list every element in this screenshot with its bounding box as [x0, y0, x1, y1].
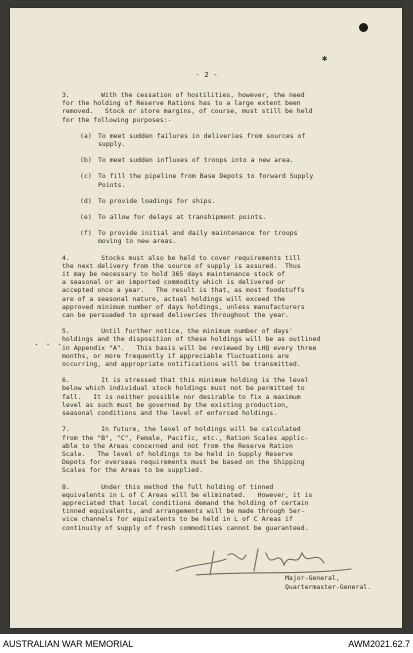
text-line: 4. Stocks must also be held to cover requirements till — [62, 253, 301, 262]
list-item-text — [98, 213, 365, 221]
text-line: appreciated that local conditions demand the holding of certain — [62, 498, 309, 507]
list-item-text — [98, 197, 365, 205]
list-item-text — [98, 132, 365, 148]
signatory-title: Quartermaster-General. — [285, 583, 372, 591]
document-body — [62, 91, 365, 540]
text-line: from the "B", "C", Female, Pacific, etc., Ration Scales applic- — [62, 433, 309, 442]
text-line: for the holding of Reserve Rations has to a large extent been — [62, 99, 301, 108]
text-line: Depots for overseas requirements must be based on the Shipping — [62, 458, 305, 467]
list-item-label: (d) — [80, 196, 92, 205]
text-line: removed. Stock or store margins, of course, must still be held — [62, 107, 313, 116]
list-item-label: (b) — [80, 156, 92, 165]
text-line: Points. — [98, 180, 126, 189]
purposes-list — [62, 132, 365, 246]
text-line: below which individual stock holdings must not be permitted to — [62, 384, 305, 393]
text-line: occurring, and appropriate notifications will be transmitted. — [62, 360, 301, 369]
list-item-text — [98, 156, 365, 164]
footer-institution: AUSTRALIAN WAR MEMORIAL — [3, 639, 134, 649]
text-line: are of a seasonal nature, actual holdings will exceed the — [62, 294, 286, 303]
archive-footer — [0, 634, 413, 653]
list-item-label: (f) — [80, 229, 92, 238]
page-number: - 2 - — [195, 70, 218, 79]
text-line: level as such must be governed by the existing production, — [62, 400, 289, 409]
text-line: Scales for the Areas to be supplied. — [62, 466, 203, 475]
text-line: To provide loadings for ships. — [98, 196, 216, 205]
text-line: in Appendix "A". This basis will be reviewed by LHQ every three — [62, 343, 317, 352]
paragraph-5 — [62, 327, 365, 368]
text-line: To meet sudden failures in deliveries from sources of — [98, 131, 306, 140]
text-line: 8. Under this method the full holding of tinned — [62, 482, 274, 491]
list-item — [80, 197, 365, 205]
text-line: To provide initial and daily maintenance for troops — [98, 229, 298, 238]
text-line: 7. In future, the level of holdings will be calculated — [62, 425, 301, 434]
text-line: continuity of supply of fresh commodities cannot be guaranteed. — [62, 523, 309, 532]
list-item-label: (c) — [80, 172, 92, 181]
list-item-text — [98, 172, 365, 188]
paragraph-3 — [62, 91, 365, 124]
text-line: the next delivery from the source of supply is assured. Thus — [62, 261, 301, 270]
text-line: approved minimum number of days holdings, unless manufacturers — [62, 302, 305, 311]
margin-mark: . . . — [34, 338, 64, 347]
corner-mark: ✱ — [322, 54, 328, 64]
paragraph-7 — [62, 425, 365, 474]
text-line: To allow for delays at transhipment points. — [98, 213, 267, 222]
text-line: 5. Until further notice, the minimum number of days' — [62, 327, 293, 336]
text-line: holdings and the disposition of these holdings will be as outlined — [62, 335, 321, 344]
signatory-rank: Major-General, — [285, 574, 340, 582]
text-line: months, or more frequently if appreciable fluctuations are — [62, 351, 289, 360]
text-line: it may be necessary to hold 365 days maintenance stock of — [62, 270, 286, 279]
list-item — [80, 156, 365, 164]
text-line: able to the Areas concerned and not from the Reserve Ration — [62, 441, 293, 450]
text-line: Scale. The level of holdings to be held in Supply Reserve — [62, 449, 293, 458]
list-item-label: (e) — [80, 213, 92, 222]
paragraph-4 — [62, 254, 365, 320]
text-line: fall. It is neither possible nor desirable to fix a maximum — [62, 392, 301, 401]
text-line: a seasonal or an imported commodity which is delivered or — [62, 278, 286, 287]
list-item-label: (a) — [80, 131, 92, 140]
text-line: 3. With the cessation of hostilities, however, the need — [62, 91, 305, 99]
list-item — [80, 229, 365, 245]
list-item — [80, 132, 365, 148]
text-line: accepted once a year. The result is that, as most foodstuffs — [62, 286, 305, 295]
text-line: for the following purposes:- — [62, 115, 172, 124]
text-line: vice channels for equivalents to be held in L of C Areas if — [62, 515, 293, 524]
text-line: 6. It is stressed that this minimum holding is the level — [62, 376, 309, 385]
list-item-text — [98, 229, 365, 245]
text-line: supply. — [98, 140, 126, 149]
text-line: tinned equivalents, and arrangements will be made through Ser- — [62, 507, 305, 516]
list-item — [80, 213, 365, 221]
text-line: To fill the pipeline from Base Depots to forward Supply — [98, 172, 314, 181]
punch-hole — [359, 23, 368, 32]
paragraph-8 — [62, 483, 365, 532]
footer-accession-number: AWM2021.62.7 — [348, 639, 410, 649]
text-line: moving to new areas. — [98, 237, 177, 246]
text-line: equivalents in L of C Areas will be eliminated. However, it is — [62, 490, 313, 499]
signature-block — [285, 574, 371, 592]
paragraph-6 — [62, 376, 365, 417]
text-line: can be persuaded to spread deliveries throughout the year. — [62, 311, 289, 320]
text-line: To meet sudden influxes of troops into a new area. — [98, 156, 294, 165]
list-item — [80, 172, 365, 188]
text-line: seasonal conditions and the level of enforced holdings. — [62, 409, 278, 418]
